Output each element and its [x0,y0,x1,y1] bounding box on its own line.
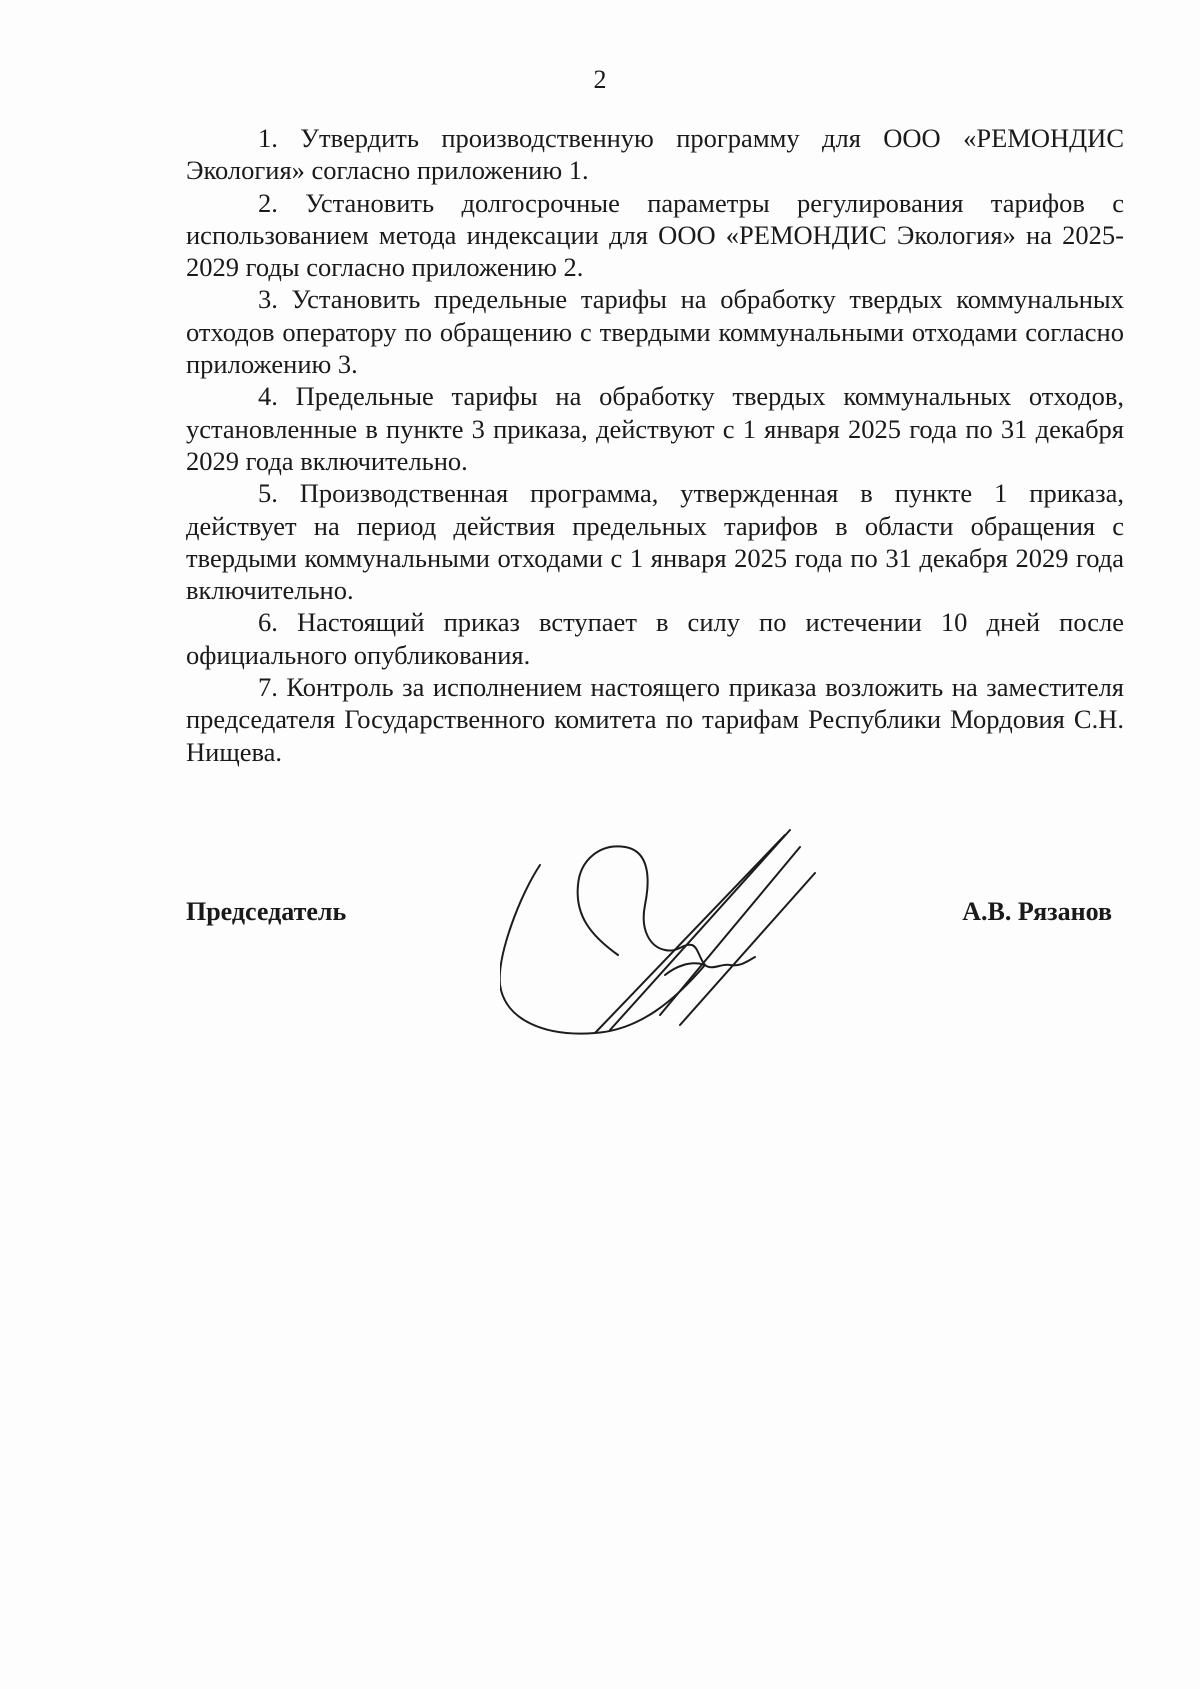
signatory-title: Председатель [186,897,347,926]
document-body [186,122,1124,768]
signatory-name: А.В. Рязанов [962,897,1112,926]
paragraph-item-6: 6. Настоящий приказ вступает в силу по истечении 10 дней после официального опубликования. [186,607,1124,670]
paragraph-item-4: 4. Предельные тарифы на обработку твердых коммунальных отходов, установленные в пункте 3 приказа, действуют с 1 января 2025 года по 31 декабря 2029 года включительно. [186,381,1124,476]
page-number: 2 [593,65,607,94]
paragraph-item-3: 3. Установить предельные тарифы на обработку твердых коммунальных отходов оператору по обращению с твердыми коммунальными отходами согласно приложению 3. [186,284,1124,380]
paragraph-item-5: 5. Производственная программа, утвержденная в пункте 1 приказа, действует на период действия предельных тарифов в области обращения с твердыми коммунальными отходами с 1 января 2025 года по 31 декабря 2029 года включительно. [186,478,1124,606]
paragraph-item-7: 7. Контроль за исполнением настоящего приказа возложить на заместителя председателя Государственного комитета по тарифам Республики Мордовия С.Н. Нищева. [186,672,1124,767]
paragraph-item-2: 2. Установить долгосрочные параметры регулирования тарифов с использованием метода индексации для ООО «РЕМОНДИС Экология» на 2025-2029 годы согласно приложению 2. [186,187,1124,283]
paragraph-item-1: 1. Утвердить производственную программу для ООО «РЕМОНДИС Экология» согласно приложению 1. [186,123,1124,186]
handwritten-signature [500,825,830,1045]
